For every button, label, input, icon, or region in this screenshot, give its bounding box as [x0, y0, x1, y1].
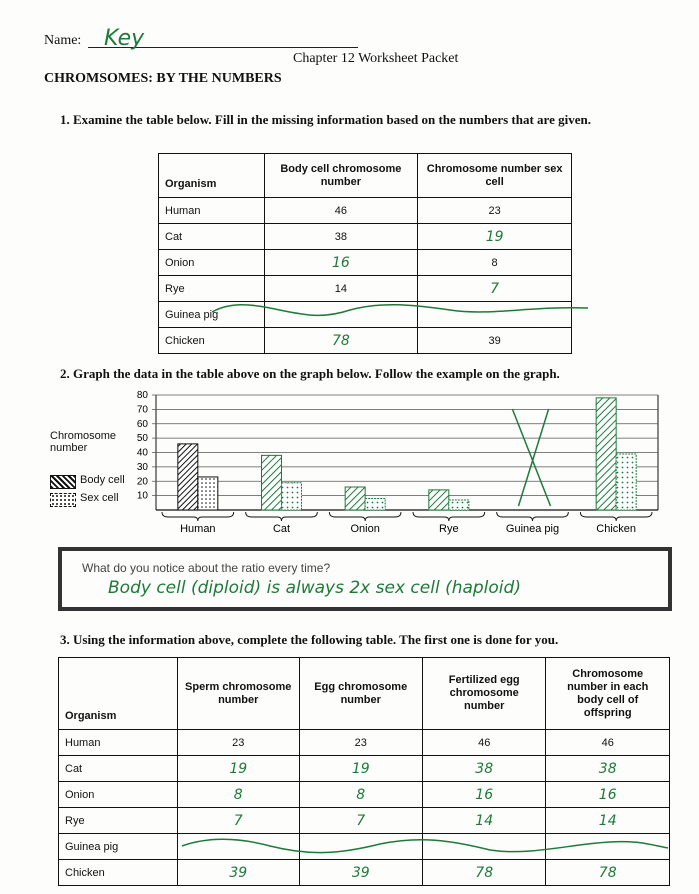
chart-category-braces: [162, 512, 652, 521]
bar-sex-cell: [282, 483, 302, 510]
table-row: [59, 782, 670, 808]
category-brace: [497, 512, 569, 521]
q1-body: 38: [264, 224, 418, 250]
legend-swatch-body: [50, 475, 76, 489]
q1-header-sex: Chromosome number sex cell: [418, 154, 572, 198]
q3-header-row: [59, 658, 670, 730]
q3-fert-answer: 38: [422, 756, 545, 782]
q3-organism: Human: [59, 730, 178, 756]
y-tick-label: 20: [136, 476, 148, 488]
q1-sex: 8: [418, 250, 572, 276]
q1-sex: 23: [418, 198, 572, 224]
q1-sex-answer: 7: [418, 276, 572, 302]
chart-ylabel: Chromosome number: [50, 430, 117, 454]
bar-body-cell: [596, 398, 616, 510]
q1-prompt: 1. Examine the table below. Fill in the missing information based on the numbers that are given.: [60, 112, 591, 127]
table-row: [59, 808, 670, 834]
table-row: [159, 198, 572, 224]
q3-egg-answer: 39: [299, 860, 422, 886]
table-row: [159, 328, 572, 354]
q1-organism: Cat: [159, 224, 265, 250]
q2-prompt: 2. Graph the data in the table above on the graph below. Follow the example on the graph.: [60, 366, 560, 381]
q3-sperm-answer: 39: [177, 860, 299, 886]
q3-organism: Rye: [59, 808, 178, 834]
table-row: [159, 276, 572, 302]
q1-organism: Guinea pig: [159, 302, 265, 328]
q1-header-row: [159, 154, 572, 198]
notice-box: [58, 547, 672, 611]
q1-header-body: Body cell chromosome number: [264, 154, 418, 198]
q3-header-fert: Fertilized egg chromosome number: [422, 658, 545, 730]
q3-offspring-answer: 38: [546, 756, 670, 782]
bar-sex-cell: [616, 454, 636, 510]
y-tick-label: 30: [136, 461, 148, 473]
chromosome-bar-chart: [120, 385, 660, 535]
q3-fert-answer: 14: [422, 808, 545, 834]
y-tick-label: 60: [136, 418, 148, 430]
q3-egg-answer: 7: [299, 808, 422, 834]
q1-body: 14: [264, 276, 418, 302]
q3-fert-answer: 78: [422, 860, 545, 886]
q3-egg-answer: 8: [299, 782, 422, 808]
category-label: Rye: [439, 523, 459, 535]
notice-question: What do you notice about the ratio every time?: [82, 561, 331, 575]
category-label: Onion: [350, 523, 380, 535]
y-tick-label: 80: [136, 390, 148, 401]
y-tick-label: 70: [136, 404, 148, 416]
y-tick-label: 10: [136, 490, 148, 502]
category-label: Chicken: [596, 523, 637, 535]
q1-organism: Human: [159, 198, 265, 224]
q1-organism: Chicken: [159, 328, 265, 354]
notice-answer: Body cell (diploid) is always 2x sex cell (haploid): [108, 578, 521, 598]
q3-sperm-answer: 8: [177, 782, 299, 808]
q1-body-answer: 78: [264, 328, 418, 354]
q3-header-offspring: Chromosome number in each body cell of offspring: [546, 658, 670, 730]
q3-egg: 23: [299, 730, 422, 756]
q3-organism: Guinea pig: [59, 834, 178, 860]
q3-offspring-answer: 78: [546, 860, 670, 886]
q3-organism: Cat: [59, 756, 178, 782]
table-row: [59, 860, 670, 886]
q1-sex-answer: 19: [418, 224, 572, 250]
q3-organism: Onion: [59, 782, 178, 808]
legend-swatch-sex: [50, 493, 76, 507]
q1-organism: Rye: [159, 276, 265, 302]
name-label: Name:: [44, 33, 82, 48]
q3-header-sperm: Sperm chromosome number: [177, 658, 299, 730]
table-row: [59, 730, 670, 756]
q3-header-organism: Organism: [59, 658, 178, 730]
table-row: [159, 250, 572, 276]
bar-body-cell: [345, 487, 365, 510]
bar-body-cell: [262, 455, 282, 510]
guinea-pig-strike-q3: [180, 836, 670, 858]
category-brace: [580, 512, 652, 521]
worksheet-title: CHROMSOMES: BY THE NUMBERS: [44, 71, 282, 86]
name-value: Key: [104, 26, 145, 51]
y-tick-label: 40: [136, 447, 148, 459]
guinea-pig-strike-q1: [210, 300, 590, 322]
q3-egg-answer: 19: [299, 756, 422, 782]
packet-title: Chapter 12 Worksheet Packet: [293, 51, 459, 66]
chart-grid: [152, 395, 658, 510]
q3-fert: 46: [422, 730, 545, 756]
legend-body-label: Body cell: [80, 474, 125, 486]
bar-body-cell: [178, 444, 198, 510]
table-row: [59, 756, 670, 782]
bar-body-cell: [429, 490, 449, 510]
chart-bars: [178, 398, 636, 510]
category-brace: [329, 512, 401, 521]
bar-sex-cell: [449, 500, 469, 510]
q1-body-answer: 16: [264, 250, 418, 276]
q3-fert-answer: 16: [422, 782, 545, 808]
q3-sperm: 23: [177, 730, 299, 756]
chart-ticks: [137, 390, 149, 502]
q1-organism: Onion: [159, 250, 265, 276]
category-label: Cat: [272, 523, 291, 535]
q3-offspring-answer: 14: [546, 808, 670, 834]
legend-sex-label: Sex cell: [80, 492, 119, 504]
q3-header-egg: Egg chromosome number: [299, 658, 422, 730]
category-label: Human: [180, 523, 216, 535]
q3-sperm-answer: 19: [177, 756, 299, 782]
q3-offspring-answer: 16: [546, 782, 670, 808]
table-row: [159, 224, 572, 250]
bar-sex-cell: [365, 499, 385, 511]
q1-header-organism: Organism: [159, 154, 265, 198]
chart-categories: [180, 523, 636, 535]
category-brace: [246, 512, 318, 521]
q3-offspring: 46: [546, 730, 670, 756]
q1-body: 46: [264, 198, 418, 224]
y-tick-label: 50: [136, 433, 148, 445]
q1-table: [158, 153, 572, 354]
bar-sex-cell: [198, 477, 218, 510]
q1-sex: 39: [418, 328, 572, 354]
q3-organism: Chicken: [59, 860, 178, 886]
category-brace: [162, 512, 234, 521]
q3-prompt: 3. Using the information above, complete the following table. The first one is done for you.: [60, 632, 559, 647]
category-label: Guinea pig: [505, 523, 560, 535]
category-brace: [413, 512, 485, 521]
q3-sperm-answer: 7: [177, 808, 299, 834]
